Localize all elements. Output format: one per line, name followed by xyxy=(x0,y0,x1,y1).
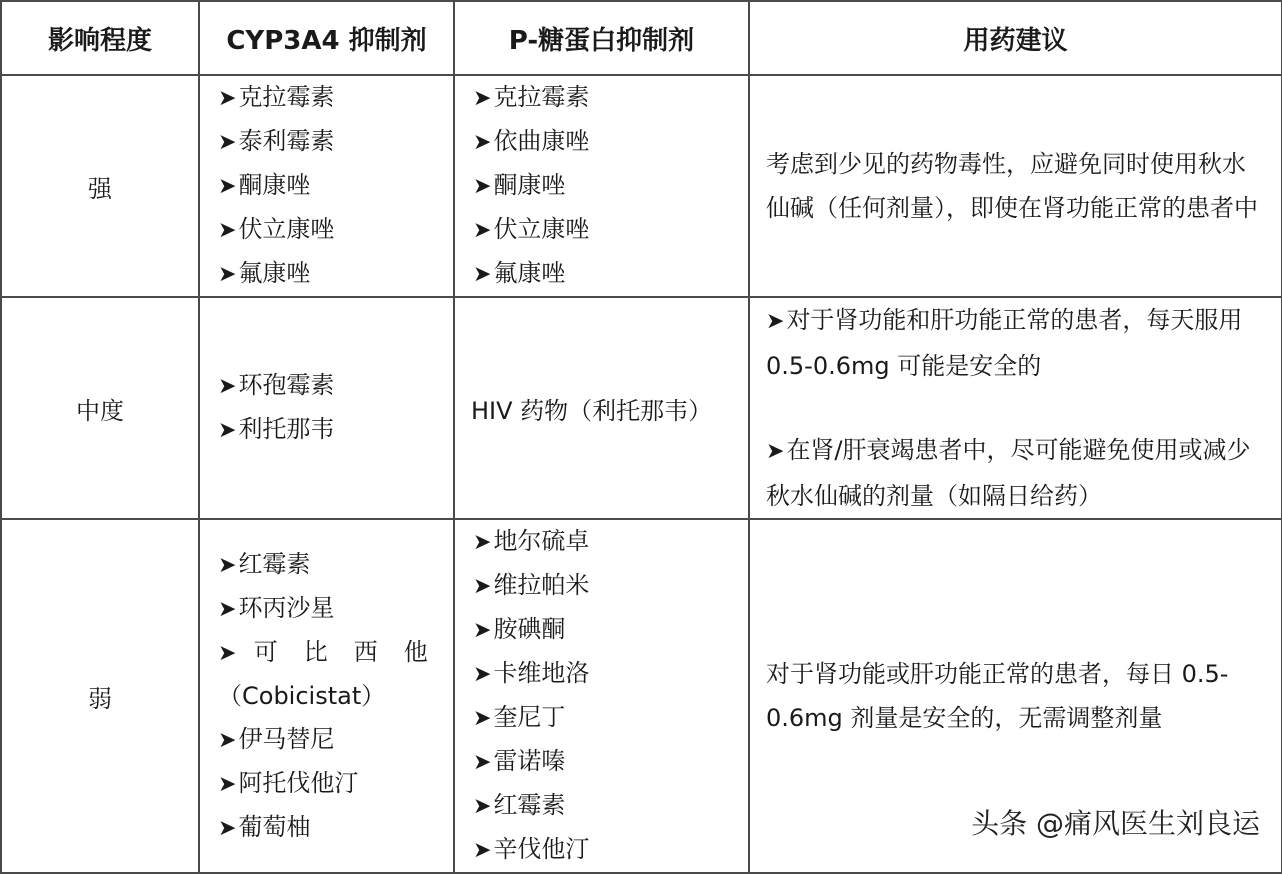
header-cyp3a4: CYP3A4 抑制剂 xyxy=(199,1,454,75)
arrow-bullet-icon: ➤ xyxy=(473,794,492,819)
arrow-bullet-icon: ➤ xyxy=(473,838,492,863)
list-item: ➤利托那韦 xyxy=(218,415,335,443)
pgp-list xyxy=(454,519,749,873)
list-item: ➤胺碘酮 xyxy=(473,615,566,643)
arrow-bullet-icon: ➤ xyxy=(218,374,237,399)
arrow-bullet-icon: ➤ xyxy=(473,86,492,111)
arrow-bullet-icon: ➤ xyxy=(218,771,237,797)
list-item: ➤雷诺嗪 xyxy=(473,747,566,775)
pgp-text: HIV 药物（利托那韦） xyxy=(454,297,749,519)
cyp3a4-list xyxy=(199,75,454,297)
list-item: ➤克拉霉素 xyxy=(218,83,335,111)
arrow-bullet-icon: ➤ xyxy=(473,706,492,731)
arrow-bullet-icon: ➤ xyxy=(473,662,492,687)
arrow-bullet-icon: ➤ xyxy=(473,574,492,599)
table-row-moderate xyxy=(1,297,1282,519)
arrow-bullet-icon: ➤ xyxy=(473,130,492,155)
list-item: ➤ 可比西他 xyxy=(218,637,454,666)
advice-cell xyxy=(749,297,1282,519)
arrow-bullet-icon: ➤ xyxy=(473,218,492,243)
header-row xyxy=(1,1,1282,75)
cyp3a4-list xyxy=(199,297,454,519)
header-advice: 用药建议 xyxy=(749,1,1282,75)
list-item: ➤维拉帕米 xyxy=(473,571,590,599)
arrow-bullet-icon: ➤ xyxy=(766,309,785,334)
list-item: ➤伏立康唑 xyxy=(218,215,335,243)
level-cell: 强 xyxy=(1,75,199,297)
spacer xyxy=(766,388,1267,428)
cyp3a4-list xyxy=(199,519,454,873)
header-pgp: P-糖蛋白抑制剂 xyxy=(454,1,749,75)
list-item: ➤环孢霉素 xyxy=(218,371,335,399)
arrow-bullet-icon: ➤ xyxy=(218,174,237,199)
arrow-bullet-icon: ➤ xyxy=(766,439,785,464)
arrow-bullet-icon: ➤ xyxy=(218,130,237,155)
list-item: ➤辛伐他汀 xyxy=(473,835,590,863)
list-item: ➤伊马替尼 xyxy=(218,724,335,753)
level-cell: 中度 xyxy=(1,297,199,519)
header-impact-level: 影响程度 xyxy=(1,1,199,75)
advice-cell: 对于肾功能或肝功能正常的患者，每日 0.5-0.6mg 剂量是安全的，无需调整剂量 xyxy=(749,519,1282,873)
arrow-bullet-icon: ➤ xyxy=(473,750,492,775)
list-item: ➤克拉霉素 xyxy=(473,83,590,111)
arrow-bullet-icon: ➤ xyxy=(218,815,237,841)
arrow-bullet-icon: ➤ xyxy=(218,596,237,622)
list-item: ➤酮康唑 xyxy=(473,171,566,199)
list-item: ➤阿托伐他汀 xyxy=(218,768,359,797)
list-item: ➤红霉素 xyxy=(218,549,311,578)
arrow-bullet-icon: ➤ xyxy=(473,174,492,199)
level-cell: 弱 xyxy=(1,519,199,873)
advice-point: ➤对于肾功能和肝功能正常的患者，每天服用 0.5-0.6mg 可能是安全的 xyxy=(766,306,1243,380)
list-item: ➤奎尼丁 xyxy=(473,703,566,731)
arrow-bullet-icon: ➤ xyxy=(218,640,237,666)
list-item: ➤氟康唑 xyxy=(473,259,566,287)
watermark: 头条 @痛风医生刘良运 xyxy=(971,807,1260,840)
arrow-bullet-icon: ➤ xyxy=(473,262,492,287)
advice-cell: 考虑到少见的药物毒性，应避免同时使用秋水仙碱（任何剂量），即使在肾功能正常的患者中 xyxy=(749,75,1282,297)
list-item: ➤伏立康唑 xyxy=(473,215,590,243)
list-item: ➤葡萄柚 xyxy=(218,812,311,841)
list-item: ➤地尔硫卓 xyxy=(473,527,590,555)
list-item: ➤泰利霉素 xyxy=(218,127,335,155)
table-row-strong xyxy=(1,75,1282,297)
list-item: ➤卡维地洛 xyxy=(473,659,590,687)
list-item: ➤依曲康唑 xyxy=(473,127,590,155)
advice-point: ➤在肾/肝衰竭患者中，尽可能避免使用或减少秋水仙碱的剂量（如隔日给药） xyxy=(766,436,1251,510)
list-item: ➤酮康唑 xyxy=(218,171,311,199)
list-item-continuation: （Cobicistat） xyxy=(218,681,386,710)
list-item: ➤环丙沙星 xyxy=(218,593,335,622)
arrow-bullet-icon: ➤ xyxy=(473,618,492,643)
arrow-bullet-icon: ➤ xyxy=(218,418,237,443)
arrow-bullet-icon: ➤ xyxy=(473,530,492,555)
arrow-bullet-icon: ➤ xyxy=(218,727,237,753)
arrow-bullet-icon: ➤ xyxy=(218,218,237,243)
list-item: ➤氟康唑 xyxy=(218,259,311,287)
pgp-list xyxy=(454,75,749,297)
arrow-bullet-icon: ➤ xyxy=(218,86,237,111)
arrow-bullet-icon: ➤ xyxy=(218,552,237,578)
arrow-bullet-icon: ➤ xyxy=(218,262,237,287)
list-item: ➤红霉素 xyxy=(473,791,566,819)
